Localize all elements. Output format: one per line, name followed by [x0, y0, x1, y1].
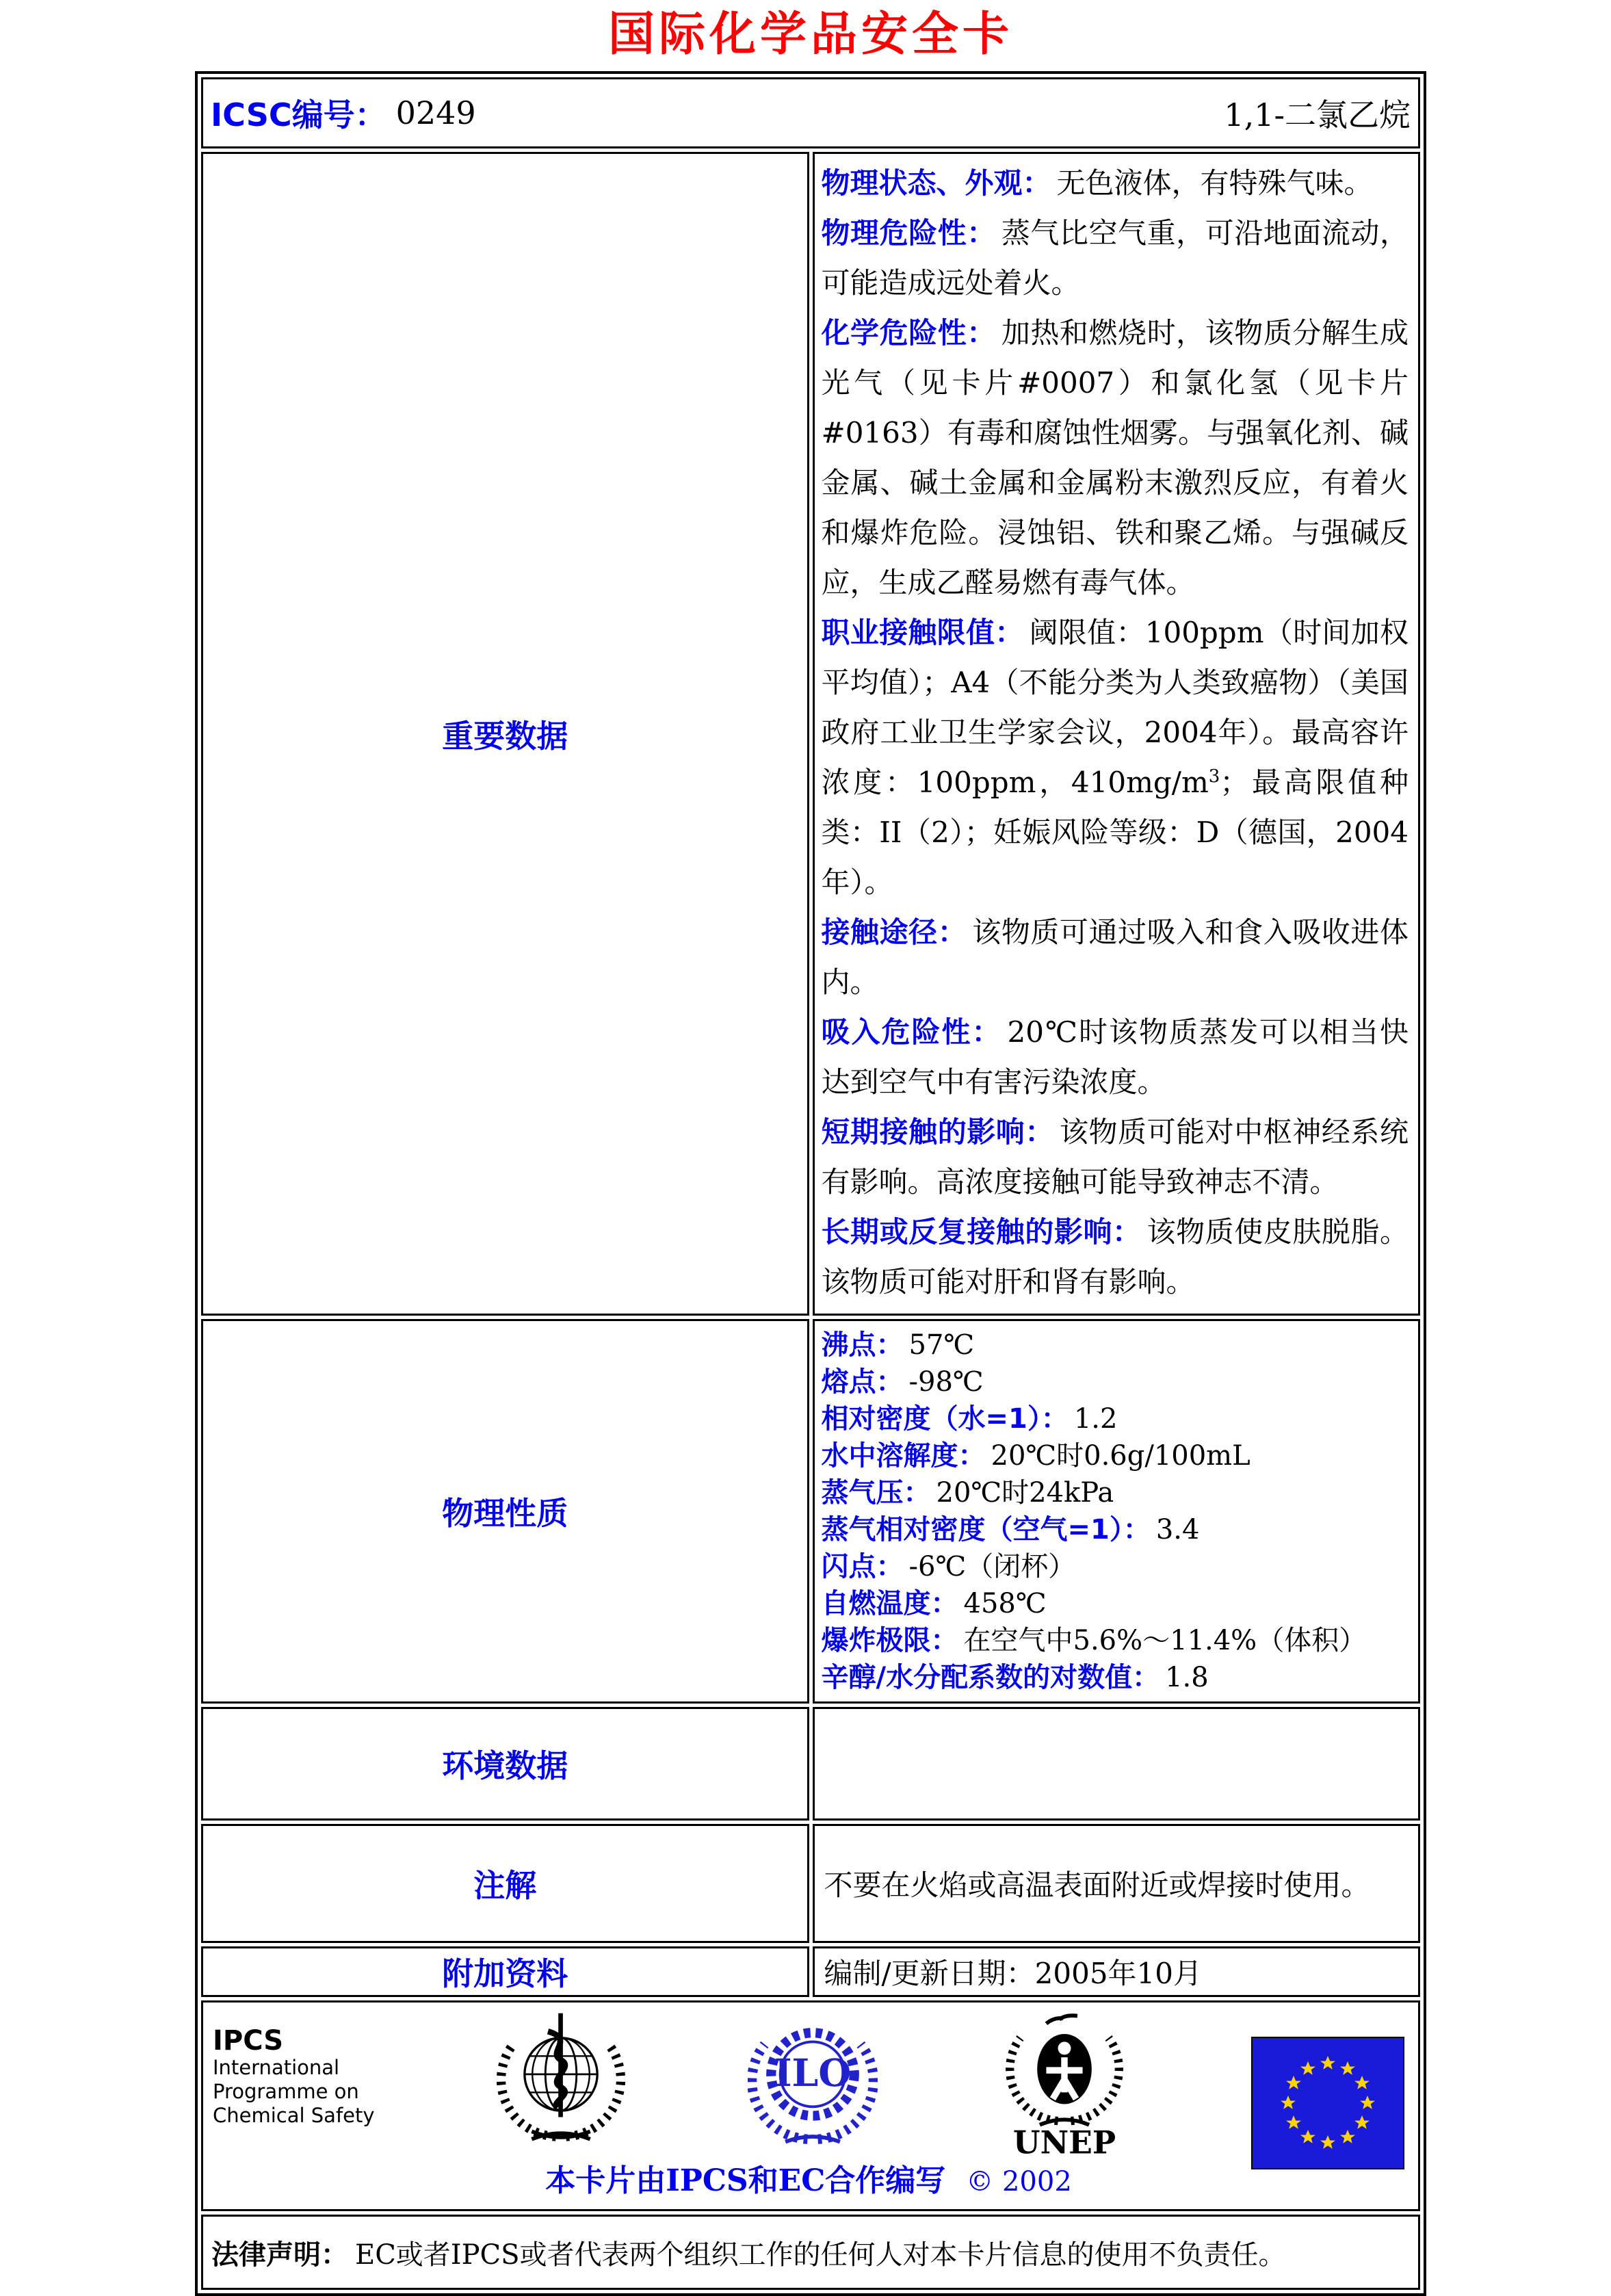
chemical-hazard-paragraph: 化学危险性： 加热和燃烧时，该物质分解生成光气（见卡片#0007）和氯化氢（见卡片#0163）有毒和腐蚀性烟雾。与强氧化剂、碱金属、碱土金属和金属粉末激烈反应，有着火和爆炸危险。浸蚀铝、铁和聚乙烯。与强碱反应，生成乙醛易燃有毒气体。	[821, 316, 1409, 600]
page-title: 国际化学品安全卡	[607, 7, 1013, 62]
copyright-text: © 2002	[966, 2166, 1072, 2198]
ipcs-subline-3: Chemical Safety	[213, 2104, 375, 2128]
physical-properties-row	[201, 1319, 1420, 1704]
physical-properties-rowhead	[201, 1319, 809, 1704]
ipcs-subline-2: Programme on	[213, 2080, 359, 2104]
relative-density-line: 相对密度（水=1）： 1.2	[821, 1403, 1118, 1435]
logos-row	[201, 2000, 1420, 2211]
short-term-effects-paragraph: 短期接触的影响： 该物质可能对中枢神经系统有影响。高浓度接触可能导致神志不清。	[821, 1115, 1409, 1199]
exposure-routes-paragraph: 接触途径： 该物质可通过吸入和食入吸收进体内。	[821, 915, 1409, 1000]
ipcs-text-block	[213, 2009, 375, 2128]
important-data-row	[201, 152, 1420, 1316]
cooperation-line	[213, 2156, 1404, 2200]
legal-notice-label: 法律声明：	[211, 2239, 348, 2271]
vapor-pressure-line: 蒸气压： 20℃时24kPa	[821, 1477, 1114, 1509]
notes-rowhead	[201, 1824, 809, 1943]
legal-notice-text: EC或者IPCS或者代表两个组织工作的任何人对本卡片信息的使用不负责任。	[355, 2239, 1286, 2271]
boiling-point-line: 沸点： 57℃	[821, 1329, 975, 1361]
physical-properties-content	[813, 1319, 1421, 1704]
legal-cell	[201, 2215, 1420, 2290]
long-term-effects-paragraph: 长期或反复接触的影响： 该物质使皮肤脱脂。该物质可能对肝和肾有影响。	[821, 1215, 1409, 1299]
important-data-content	[813, 152, 1421, 1316]
environmental-data-row	[201, 1707, 1420, 1821]
additional-info-rowhead	[201, 1946, 809, 1997]
ipcs-acronym: IPCS	[213, 2025, 284, 2057]
environmental-data-rowhead	[201, 1707, 809, 1821]
autoignition-temperature-line: 自燃温度： 458℃	[821, 1588, 1047, 1620]
eu-flag-icon	[1251, 2009, 1404, 2169]
who-logo-icon	[496, 2009, 626, 2149]
environmental-data-content	[813, 1707, 1421, 1821]
occupational-exposure-paragraph: 职业接触限值： 阈限值：100ppm（时间加权平均值）；A4（不能分类为人类致癌物）（美国政府工业卫生学家会议，2004年）。最高容许浓度：100ppm，$410mg/m^3$；最高限值种类：II（2）；妊娠风险等级：D（德国，2004年）。	[821, 616, 1409, 900]
notes-row-label: 注解	[473, 1867, 537, 1905]
safety-card-table	[195, 71, 1426, 2296]
icsc-card-page	[0, 4, 1611, 2271]
additional-info-row	[201, 1946, 1420, 1997]
physical-properties-row-label: 物理性质	[442, 1495, 568, 1532]
id-row-cell	[201, 77, 1420, 148]
ipcs-subline-1: International	[213, 2056, 340, 2080]
icsc-number-label: ICSC编号：	[211, 96, 387, 134]
cooperation-text: 本卡片由IPCS和EC合作编写	[545, 2163, 946, 2199]
legal-row	[201, 2215, 1420, 2290]
unep-caption: UNEP	[1013, 2124, 1116, 2161]
icsc-number-value: 0249	[395, 94, 476, 132]
water-solubility-line: 水中溶解度： 20℃时0.6g/100mL	[821, 1440, 1250, 1472]
inhalation-risk-paragraph: 吸入危险性： 20℃时该物质蒸发可以相当快达到空气中有害污染浓度。	[821, 1015, 1409, 1099]
important-data-row-label: 重要数据	[442, 717, 568, 755]
id-row	[201, 77, 1420, 148]
environmental-data-row-label: 环境数据	[442, 1747, 568, 1785]
notes-content: 不要在火焰或高温表面附近或焊接时使用。	[813, 1824, 1421, 1943]
explosive-limits-line: 爆炸极限： 在空气中5.6%～11.4%（体积）	[821, 1625, 1367, 1657]
vapor-relative-density-line: 蒸气相对密度（空气=1）： 3.4	[821, 1514, 1200, 1546]
logos-cell	[201, 2000, 1420, 2211]
octanol-water-partition-line: 辛醇/水分配系数的对数值： 1.8	[821, 1662, 1209, 1694]
physical-hazard-paragraph: 物理危险性： 蒸气比空气重，可沿地面流动，可能造成远处着火。	[821, 216, 1409, 300]
melting-point-line: 熔点： -98℃	[821, 1366, 984, 1398]
important-data-rowhead	[201, 152, 809, 1316]
superscript-3: 3	[1208, 766, 1220, 787]
flash-point-line: 闪点： -6℃（闭杯）	[821, 1551, 1076, 1583]
ilo-logo-icon	[748, 2009, 878, 2149]
chemical-name: 1,1-二氯乙烷	[1224, 96, 1411, 134]
additional-info-row-label: 附加资料	[442, 1955, 568, 1993]
physical-state-paragraph: 物理状态、外观： 无色液体，有特殊气味。	[821, 166, 1373, 200]
unep-logo-icon	[999, 2009, 1129, 2160]
additional-info-content: 编制/更新日期：2005年10月	[813, 1946, 1421, 1997]
ilo-letters: ILO	[774, 2050, 852, 2096]
notes-row	[201, 1824, 1420, 1943]
